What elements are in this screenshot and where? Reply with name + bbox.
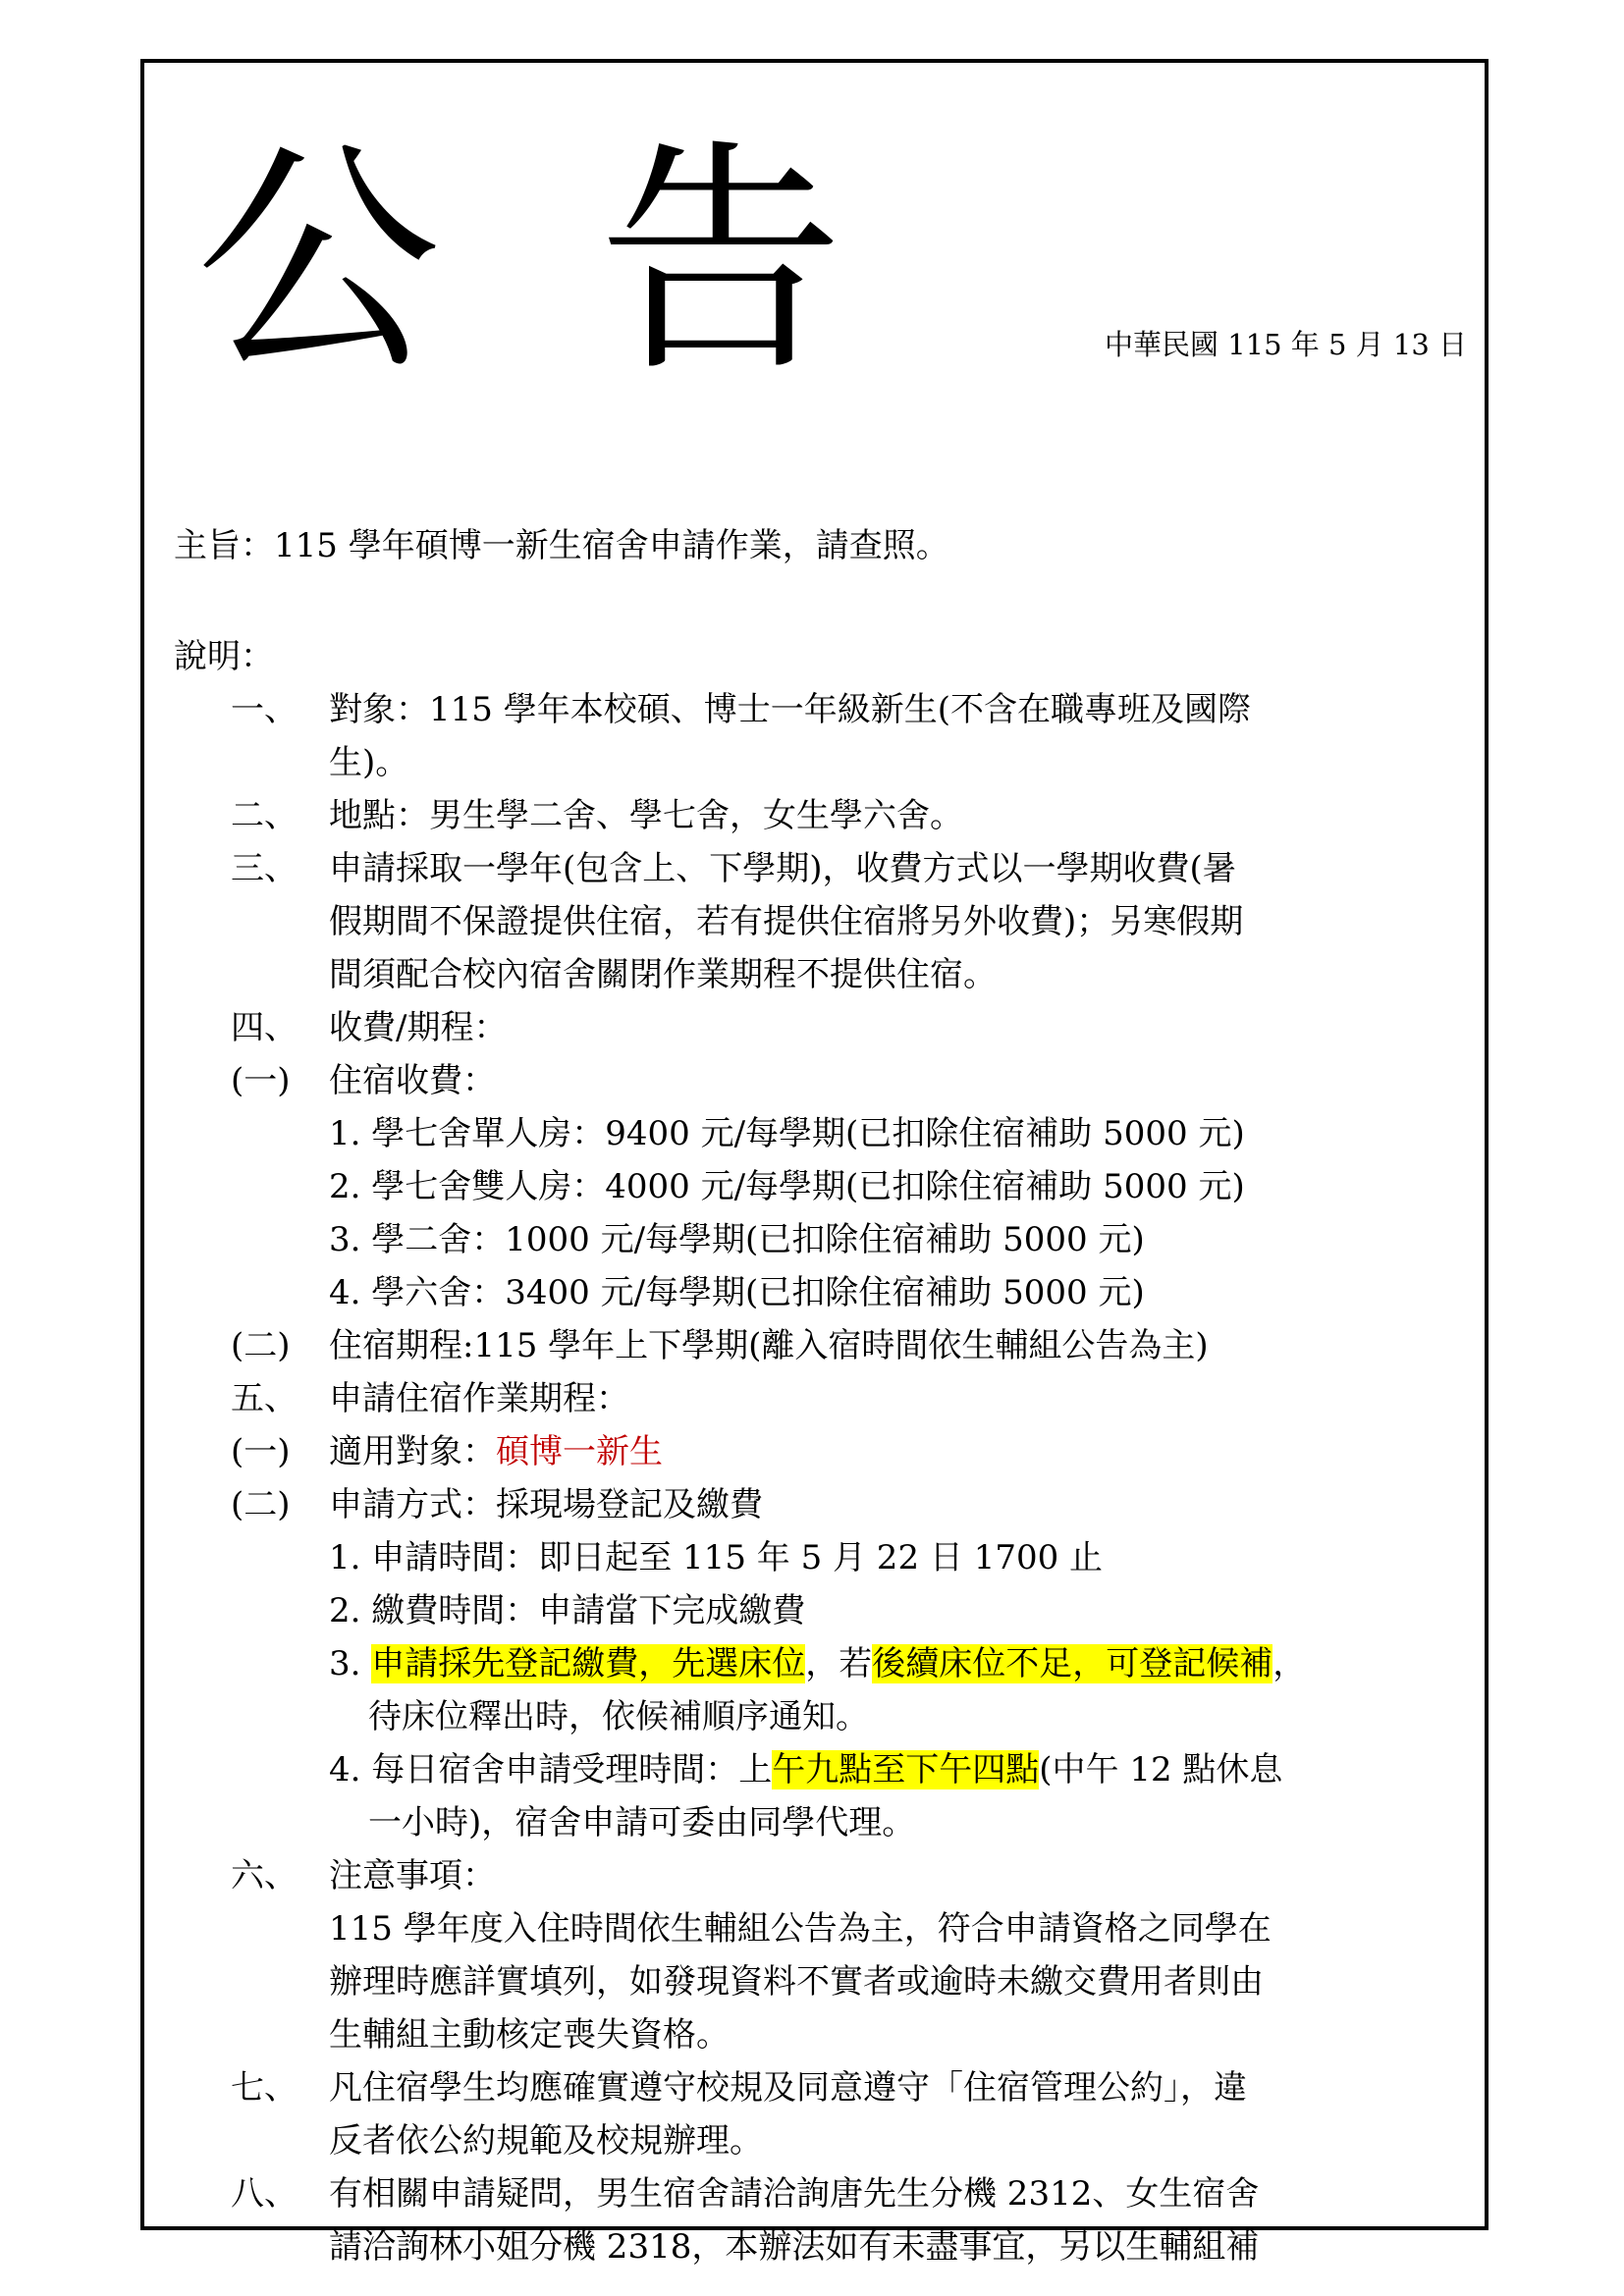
notice-frame — [140, 59, 1489, 2267]
item-4 — [231, 1001, 1465, 1054]
item-2 — [231, 789, 1465, 842]
item-line: 請洽詢林小姐分機 2318，本辦法如有未盡事宜，另以生輔組補 — [329, 2227, 1260, 2267]
sub-line: 住宿期程:115 學年上下學期(離入宿時間依生輔組公告為主) — [329, 1326, 1209, 1365]
item-number: 二、 — [231, 796, 298, 835]
method-line: 2. 繳費時間：申請當下完成繳費 — [329, 1591, 806, 1630]
fee-line: 4. 學六舍：3400 元/每學期(已扣除住宿補助 5000 元) — [329, 1273, 1145, 1312]
item-line: 115 學年度入住時間依生輔組公告為主，符合申請資格之同學在 — [329, 1909, 1272, 1949]
highlight-text: 申請採先登記繳費，先選床位 — [371, 1644, 806, 1683]
item-number: 四、 — [231, 1008, 298, 1047]
method-line-4 — [231, 1743, 1465, 1849]
item-5 — [231, 1372, 1465, 1425]
item-line: 收費/期程： — [329, 1008, 508, 1047]
target-label: 適用對象： — [329, 1432, 496, 1471]
item-line: 反者依公約規範及校規辦理。 — [329, 2121, 763, 2161]
target-value: 碩博一新生 — [496, 1432, 663, 1471]
fee-line: 3. 學二舍：1000 元/每學期(已扣除住宿補助 5000 元) — [329, 1220, 1145, 1259]
item-line: 對象：115 學年本校碩、博士一年級新生(不含在職專班及國際 — [329, 690, 1251, 729]
item-line: 辦理時應詳實填列，如發現資料不實者或逾時未繳交費用者則由 — [329, 1962, 1264, 2002]
item-line: 地點：男生學二舍、學七舍，女生學六舍。 — [329, 796, 963, 835]
plain-text: (中午 12 點休息 — [1039, 1750, 1283, 1789]
plain-text: 每日宿舍申請受理時間：上 — [371, 1750, 773, 1789]
subject-line: 主旨：115 學年碩博一新生宿舍申請作業，請查照。 — [174, 526, 949, 565]
method-continuation: 一小時)，宿舍申請可委由同學代理。 — [368, 1803, 916, 1842]
item-line: 生輔組主動核定喪失資格。 — [329, 2015, 730, 2055]
item-number: 五、 — [231, 1379, 298, 1418]
highlight-text: 後續床位不足，可登記候補 — [872, 1644, 1273, 1683]
sub-line: 住宿收費： — [329, 1061, 496, 1100]
description-items — [231, 683, 1465, 2273]
item-number: 三、 — [231, 849, 298, 888]
item-4-sub-2 — [231, 1319, 1465, 1372]
method-number: 3. — [329, 1644, 372, 1683]
item-line: 凡住宿學生均應確實遵守校規及同意遵守「住宿管理公約」，違 — [329, 2068, 1247, 2108]
item-number: 八、 — [231, 2174, 298, 2214]
plain-text: ， — [1272, 1644, 1307, 1683]
description-label: 說明： — [174, 637, 274, 676]
item-1 — [231, 683, 1465, 789]
fee-line: 1. 學七舍單人房：9400 元/每學期(已扣除住宿補助 5000 元) — [329, 1114, 1245, 1153]
item-5-sub-1 — [231, 1425, 1465, 1478]
item-line: 申請採取一學年(包含上、下學期)，收費方式以一學期收費(暑 — [329, 849, 1236, 888]
item-line: 有相關申請疑問，男生宿舍請洽詢唐先生分機 2312、女生宿舍 — [329, 2174, 1260, 2214]
item-5-sub-2 — [231, 1478, 1465, 1531]
item-line: 生)。 — [329, 743, 409, 782]
method-line: 1. 申請時間：即日起至 115 年 5 月 22 日 1700 止 — [329, 1538, 1104, 1577]
item-3 — [231, 842, 1465, 1001]
sub-number: (二) — [231, 1485, 291, 1524]
item-line: 間須配合校內宿舍關閉作業期程不提供住宿。 — [329, 955, 997, 994]
sub-number: (二) — [231, 1326, 291, 1365]
item-7 — [231, 2061, 1465, 2167]
fee-line: 2. 學七舍雙人房：4000 元/每學期(已扣除住宿補助 5000 元) — [329, 1167, 1245, 1206]
notice-date: 中華民國 115 年 5 月 13 日 — [1104, 328, 1467, 361]
item-number: 一、 — [231, 690, 298, 729]
item-8 — [231, 2167, 1465, 2273]
sub-number: (一) — [231, 1061, 291, 1100]
sub-line: 申請方式：採現場登記及繳費 — [329, 1485, 763, 1524]
item-line: 申請住宿作業期程： — [329, 1379, 629, 1418]
item-line: 注意事項： — [329, 1856, 496, 1896]
item-line: 假期間不保證提供住宿，若有提供住宿將另外收費)；另寒假期 — [329, 902, 1244, 941]
notice-title: 公告 — [195, 119, 1001, 404]
highlight-text: 午九點至下午四點 — [772, 1750, 1040, 1789]
method-number: 4. — [329, 1750, 372, 1789]
plain-text: ，若 — [805, 1644, 873, 1683]
method-continuation: 待床位釋出時，依候補順序通知。 — [368, 1697, 869, 1736]
item-6 — [231, 1849, 1465, 2061]
method-line-3 — [231, 1637, 1465, 1743]
sub-number: (一) — [231, 1432, 291, 1471]
item-number: 六、 — [231, 1856, 298, 1896]
item-number: 七、 — [231, 2068, 298, 2108]
item-4-sub-1 — [231, 1054, 1465, 1107]
